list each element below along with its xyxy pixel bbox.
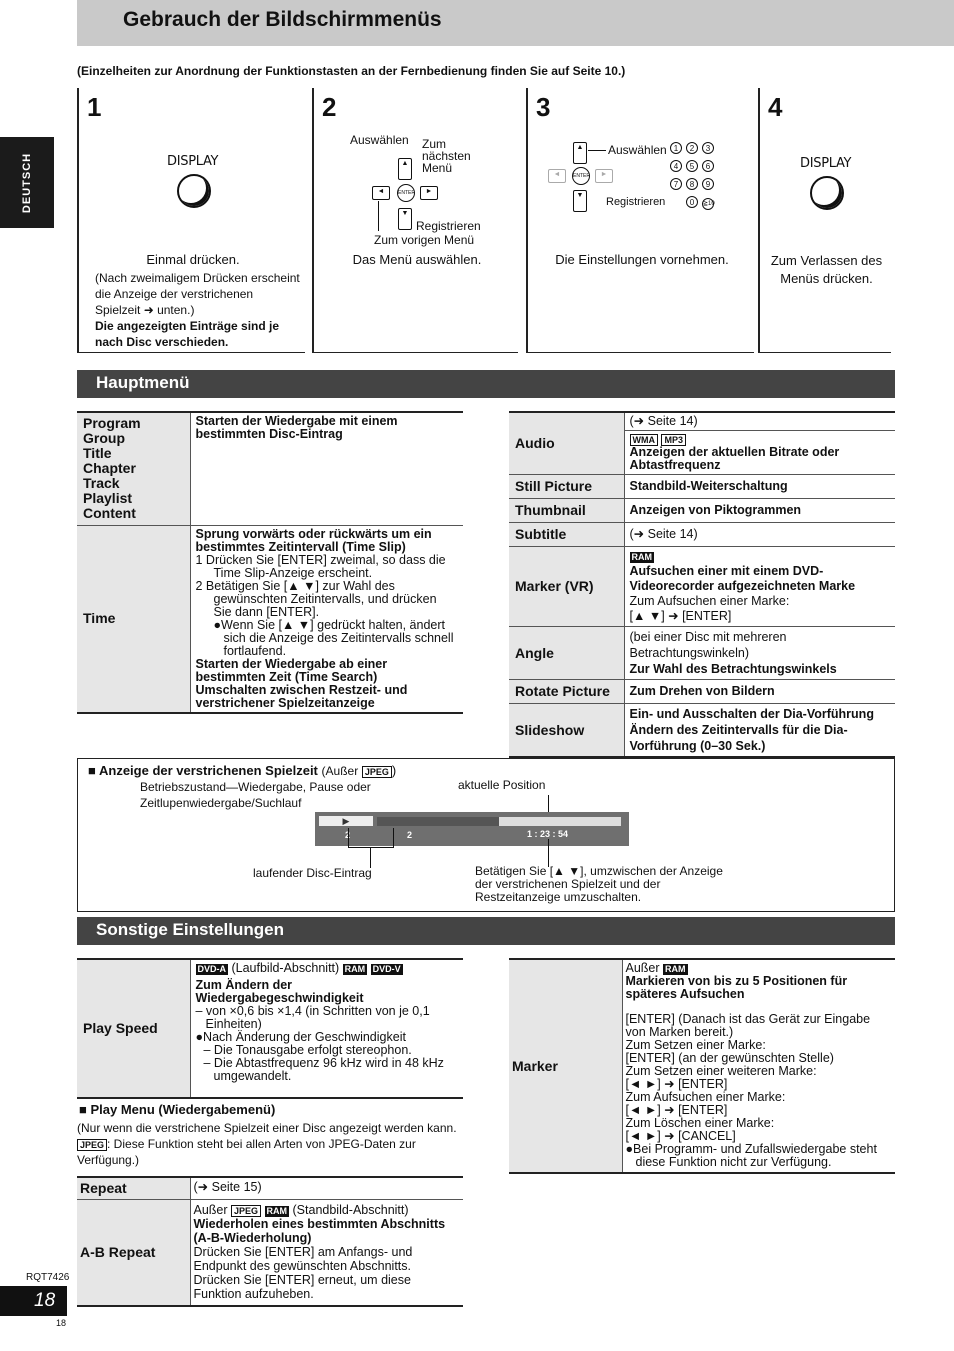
key-1[interactable]: 1 [670,142,682,154]
ab-text-1: Drücken Sie [ENTER] am Anfangs- und Endpunkt des gewünschten Abschnitts. [193,1245,413,1273]
enter-button[interactable]: ENTER [397,184,415,202]
number-keypad [668,140,728,212]
row-description-angle [624,627,895,680]
marker-line: Zum Setzen einer weiteren Marke: [625,1064,817,1078]
tag-wma: WMA [630,434,659,446]
tag-mp3: MP3 [661,434,686,446]
play-menu-note [77,1120,467,1168]
main-menu-table-left [77,411,463,714]
display-button[interactable] [177,174,211,208]
slide-text-1: Ein- und Ausschalten der Dia-Vorführung [629,707,874,721]
speed-line-4: – Die Abtastfrequenz 96 kHz wird in 48 kHz umgewandelt. [203,1056,444,1083]
display-button[interactable] [810,176,844,210]
ab-text-2: Drücken Sie [ENTER] erneut, um diese Funktion aufzuheben. [193,1273,411,1301]
elapsed-title: Anzeige der verstrichenen Spielzeit [98,763,318,778]
section-header-other: Sonstige Einstellungen [77,917,895,945]
key-2[interactable]: 2 [686,142,698,154]
marker-heading: Markieren von bis zu 5 Positionen für späteres Aufsuchen [625,974,848,1001]
marker-vr-text: Aufsuchen einer mit einem DVD-Videorecorder aufgezeichneten Marke [629,564,856,593]
step-3 [526,88,754,353]
row-label-slideshow: Slideshow [509,704,624,758]
slide-text-2: Ändern des Zeitintervalls für die Dia-Vorführung (0–30 Sek.) [629,723,848,753]
marker-line: [◄ ►] ➜ [ENTER] [625,1077,728,1091]
pm-note-2: : Diese Funktion steht bei allen Arten von JPEG-Daten zur Verfügung.) [77,1137,416,1167]
rotate-text: Zum Drehen von Bildern [624,680,895,704]
key-7[interactable]: 7 [670,178,682,190]
time-slip-heading: Sprung vorwärts oder rückwärts um ein bestimmtes Zeitintervall (Time Slip) [195,526,432,554]
key-8[interactable]: 8 [686,178,698,190]
register-label: Registrieren [416,219,481,233]
step-1 [77,88,305,353]
play-menu-title: Play Menu (Wiedergabemenü) [90,1102,276,1117]
label-group: Group [83,430,125,446]
row-label [77,412,190,525]
marker-line: Zum Aufsuchen einer Marke: [625,1090,786,1104]
osd-progress-fill [377,817,499,826]
prev-menu-label: Zum vorigen Menü [374,233,475,247]
model-code: RQT7426 [26,1272,70,1283]
marker-line: [ENTER] (Danach ist das Gerät zur Eingabe von Marken bereit.) [625,1012,871,1039]
key-0[interactable]: 0 [686,196,698,208]
step-number: 1 [87,92,102,122]
left-button[interactable]: ◄ [548,169,566,183]
row-description-play-speed [190,959,463,1098]
time-step-2: 2 Betätigen Sie [▲ ▼] zur Wahl des gewünschten Zeitintervalls, und drücken Sie dann [ENTER]. [195,578,437,619]
repeat-ref: (➜ Seite 15) [190,1177,463,1200]
mk-except: Außer [625,961,660,975]
marker-line: [◄ ►] ➜ [ENTER] [625,1103,728,1117]
speed-line-3: – Die Tonausgabe erfolgt stereophon. [203,1043,412,1057]
item-bracket [348,828,394,848]
row-label-rotate: Rotate Picture [509,680,624,704]
tag-ram: RAM [665,964,686,974]
play-menu-table [77,1176,463,1307]
toggle-leader [548,839,549,867]
label-title: Title [83,445,112,461]
select-leader-line [588,150,606,151]
row-label-play-speed: Play Speed [77,959,190,1098]
toggle-label: Betätigen Sie [▲ ▼], umzwischen der Anzeige der verstrichenen Spielzeit und der Restzeitanzeige umzuschalten. [475,864,723,904]
step-2 [312,88,518,353]
play-speed-table [77,958,463,1099]
osd-item-value: 2 [345,830,351,840]
step-number: 3 [536,92,551,122]
pm-note-1: (Nur wenn die verstrichene Spielzeit einer Disc angezeigt werden kann. [77,1121,457,1135]
page-title: Gebrauch der Bildschirmmenüs [123,8,442,31]
play-state-icon: ▶ [319,816,373,826]
row-label-thumbnail: Thumbnail [509,499,624,523]
language-label: DEUTSCH [21,152,33,214]
label-playlist: Playlist [83,490,133,506]
step-caption: Einmal drücken. [146,252,240,267]
step-caption: Zum Verlassen des Menüs drücken. [770,253,883,286]
page-number: 18 [0,1286,67,1316]
osd-time: 1 : 23 : 54 [527,829,569,839]
position-label: aktuelle Position [458,778,546,792]
row-label-time: Time [77,525,190,713]
time-toggle-text: Umschalten zwischen Restzeit- und verstrichener Spielzeitanzeige [195,682,408,710]
down-button[interactable]: ▼ [573,190,587,212]
row-description-audio [624,412,895,475]
row-description-slideshow [624,704,895,758]
state-label: Betriebszustand—Wiedergabe, Pause oder Zeitlupenwiedergabe/Suchlauf [140,780,371,810]
marker-line: [ENTER] (an der gewünschten Stelle) [625,1051,834,1065]
marker-line: Zum Löschen einer Marke: [625,1116,775,1130]
down-button[interactable]: ▼ [398,208,412,230]
elapsed-close: ) [391,763,397,778]
page-number-small: 18 [56,1318,67,1328]
left-button[interactable]: ◄ [372,186,390,200]
tag-jpeg: JPEG [362,766,392,778]
right-button[interactable]: ► [420,186,438,200]
language-tab [0,137,54,228]
step-detail-bold: Die angezeigten Einträge sind je nach Disc verschieden. [95,319,280,349]
main-menu-table-right [509,411,895,758]
step-detail: (Nach zweimaligem Drücken erscheint die Anzeige der verstrichenen Spielzeit ➜ unten.) [95,271,300,317]
section-header-main: Hauptmenü [77,370,895,398]
tag-dvd-a: DVD-A [197,964,226,974]
next-menu-label: Zum nächsten Menü [422,137,471,175]
speed-line-1: – von ×0,6 bis ×1,4 (in Schritten von je 0,1 Einheiten) [195,1004,430,1031]
audio-ref: (➜ Seite 14) [625,413,896,431]
header-band [77,0,954,46]
item-label: laufender Disc-Eintrag [253,866,372,880]
key-5[interactable]: 5 [686,160,698,172]
step-number: 4 [768,92,783,122]
prev-leader-line [378,201,379,231]
row-label-ab-repeat: A-B Repeat [77,1200,190,1306]
up-button[interactable]: ▲ [573,142,587,164]
elapsed-except: (Außer [321,764,359,778]
row-label-angle: Angle [509,627,624,680]
time-search-text: Starten der Wiedergabe ab einer bestimmten Zeit (Time Search) [195,656,388,684]
thumbnail-text: Anzeigen von Piktogrammen [624,499,895,523]
osd-item-value-2: 2 [407,830,413,840]
ab-heading: Wiederholen eines bestimmten Abschnitts (A-B-Wiederholung) [193,1217,446,1245]
row-label-marker-vr: Marker (VR) [509,547,624,627]
row-description-marker [622,959,895,1173]
ab-except: Außer [193,1203,228,1217]
display-key-label: DISPLAY [800,156,852,171]
speed-tagnote: (Laufbild-Abschnitt) [231,961,340,975]
row-label-repeat: Repeat [77,1177,190,1200]
select-label: Auswählen [608,143,667,157]
step-4 [758,88,891,353]
audio-text: Anzeigen der aktuellen Bitrate oder Abtastfrequenz [629,445,840,472]
up-button[interactable]: ▲ [398,158,412,180]
tag-ram: RAM [344,964,366,974]
enter-button[interactable]: ENTER [572,167,590,185]
row-label-still: Still Picture [509,475,624,499]
row-label-subtitle: Subtitle [509,523,624,547]
step-number: 2 [322,92,337,122]
label-chapter: Chapter [83,460,136,476]
key-6[interactable]: 6 [702,160,714,172]
marker-line: Zum Setzen einer Marke: [625,1038,766,1052]
row-description-marker-vr [624,547,895,627]
step-caption: Die Einstellungen vornehmen. [555,252,729,267]
key-3[interactable]: 3 [702,142,714,154]
marker-line: [◄ ►] ➜ [CANCEL] [625,1129,736,1143]
step-caption: Das Menü auswählen. [352,252,482,267]
angle-text: Zur Wahl des Betrachtungswinkels [629,662,837,676]
register-label: Registrieren [606,196,666,208]
key-9[interactable]: 9 [702,178,714,190]
right-button[interactable]: ► [595,169,613,183]
tag-ram: RAM [631,552,652,562]
tag-jpeg: JPEG [77,1139,107,1151]
row-label-marker: Marker [509,959,622,1173]
marker-table [509,958,895,1174]
label-content: Content [83,505,136,521]
display-key-label: DISPLAY [167,154,219,169]
label-track: Track [83,475,120,491]
tag-ram: RAM [266,1206,288,1216]
elapsed-heading: ■ Anzeige der verstrichenen Spielzeit (Außer JPEG ) [88,763,397,778]
subtitle-ref: (➜ Seite 14) [624,523,895,547]
row-description-ab-repeat [190,1200,463,1306]
marker-vr-keys: [▲ ▼] ➜ [ENTER] [629,609,732,623]
speed-line-2: ●Nach Änderung der Geschwindigkeit [195,1030,406,1044]
time-bullet: ●Wenn Sie [▲ ▼] gedrückt halten, ändert sich die Anzeige des Zeitintervalls schnell fortlaufend. [213,617,454,658]
key-10-plus[interactable]: ≧10 [702,198,714,210]
remote-note: (Einzelheiten zur Anordnung der Funktionstasten an der Fernbedienung finden Sie auf Seite 10.) [77,64,626,78]
play-menu-heading: ■ Play Menu (Wiedergabemenü) [79,1102,276,1117]
tag-dvd-v: DVD-V [372,964,401,974]
row-label-audio: Audio [509,412,624,475]
elapsed-time-box [77,758,895,912]
row-description: Starten der Wiedergabe mit einem bestimmten Disc-Eintrag [190,412,463,525]
key-4[interactable]: 4 [670,160,682,172]
angle-note: (bei einer Disc mit mehreren Betrachtungswinkeln) [629,630,787,660]
speed-heading: Zum Ändern der Wiedergabegeschwindigkeit [195,978,364,1005]
select-label: Auswählen [350,133,409,147]
label-program: Program [83,415,141,431]
marker-bullet: ●Bei Programm- und Zufallswiedergabe steht diese Funktion nicht zur Verfügung. [625,1142,877,1169]
marker-vr-sub: Zum Aufsuchen einer Marke: [629,594,790,608]
osd-progress-track [377,817,621,826]
row-description-time [190,525,463,713]
still-text: Standbild-Weiterschaltung [624,475,895,499]
time-step-1: 1 Drücken Sie [ENTER] zweimal, so dass die Time Slip-Anzeige erscheint. [195,552,446,580]
tag-jpeg: JPEG [231,1205,261,1217]
ab-tagnote: (Standbild-Abschnitt) [292,1203,409,1217]
